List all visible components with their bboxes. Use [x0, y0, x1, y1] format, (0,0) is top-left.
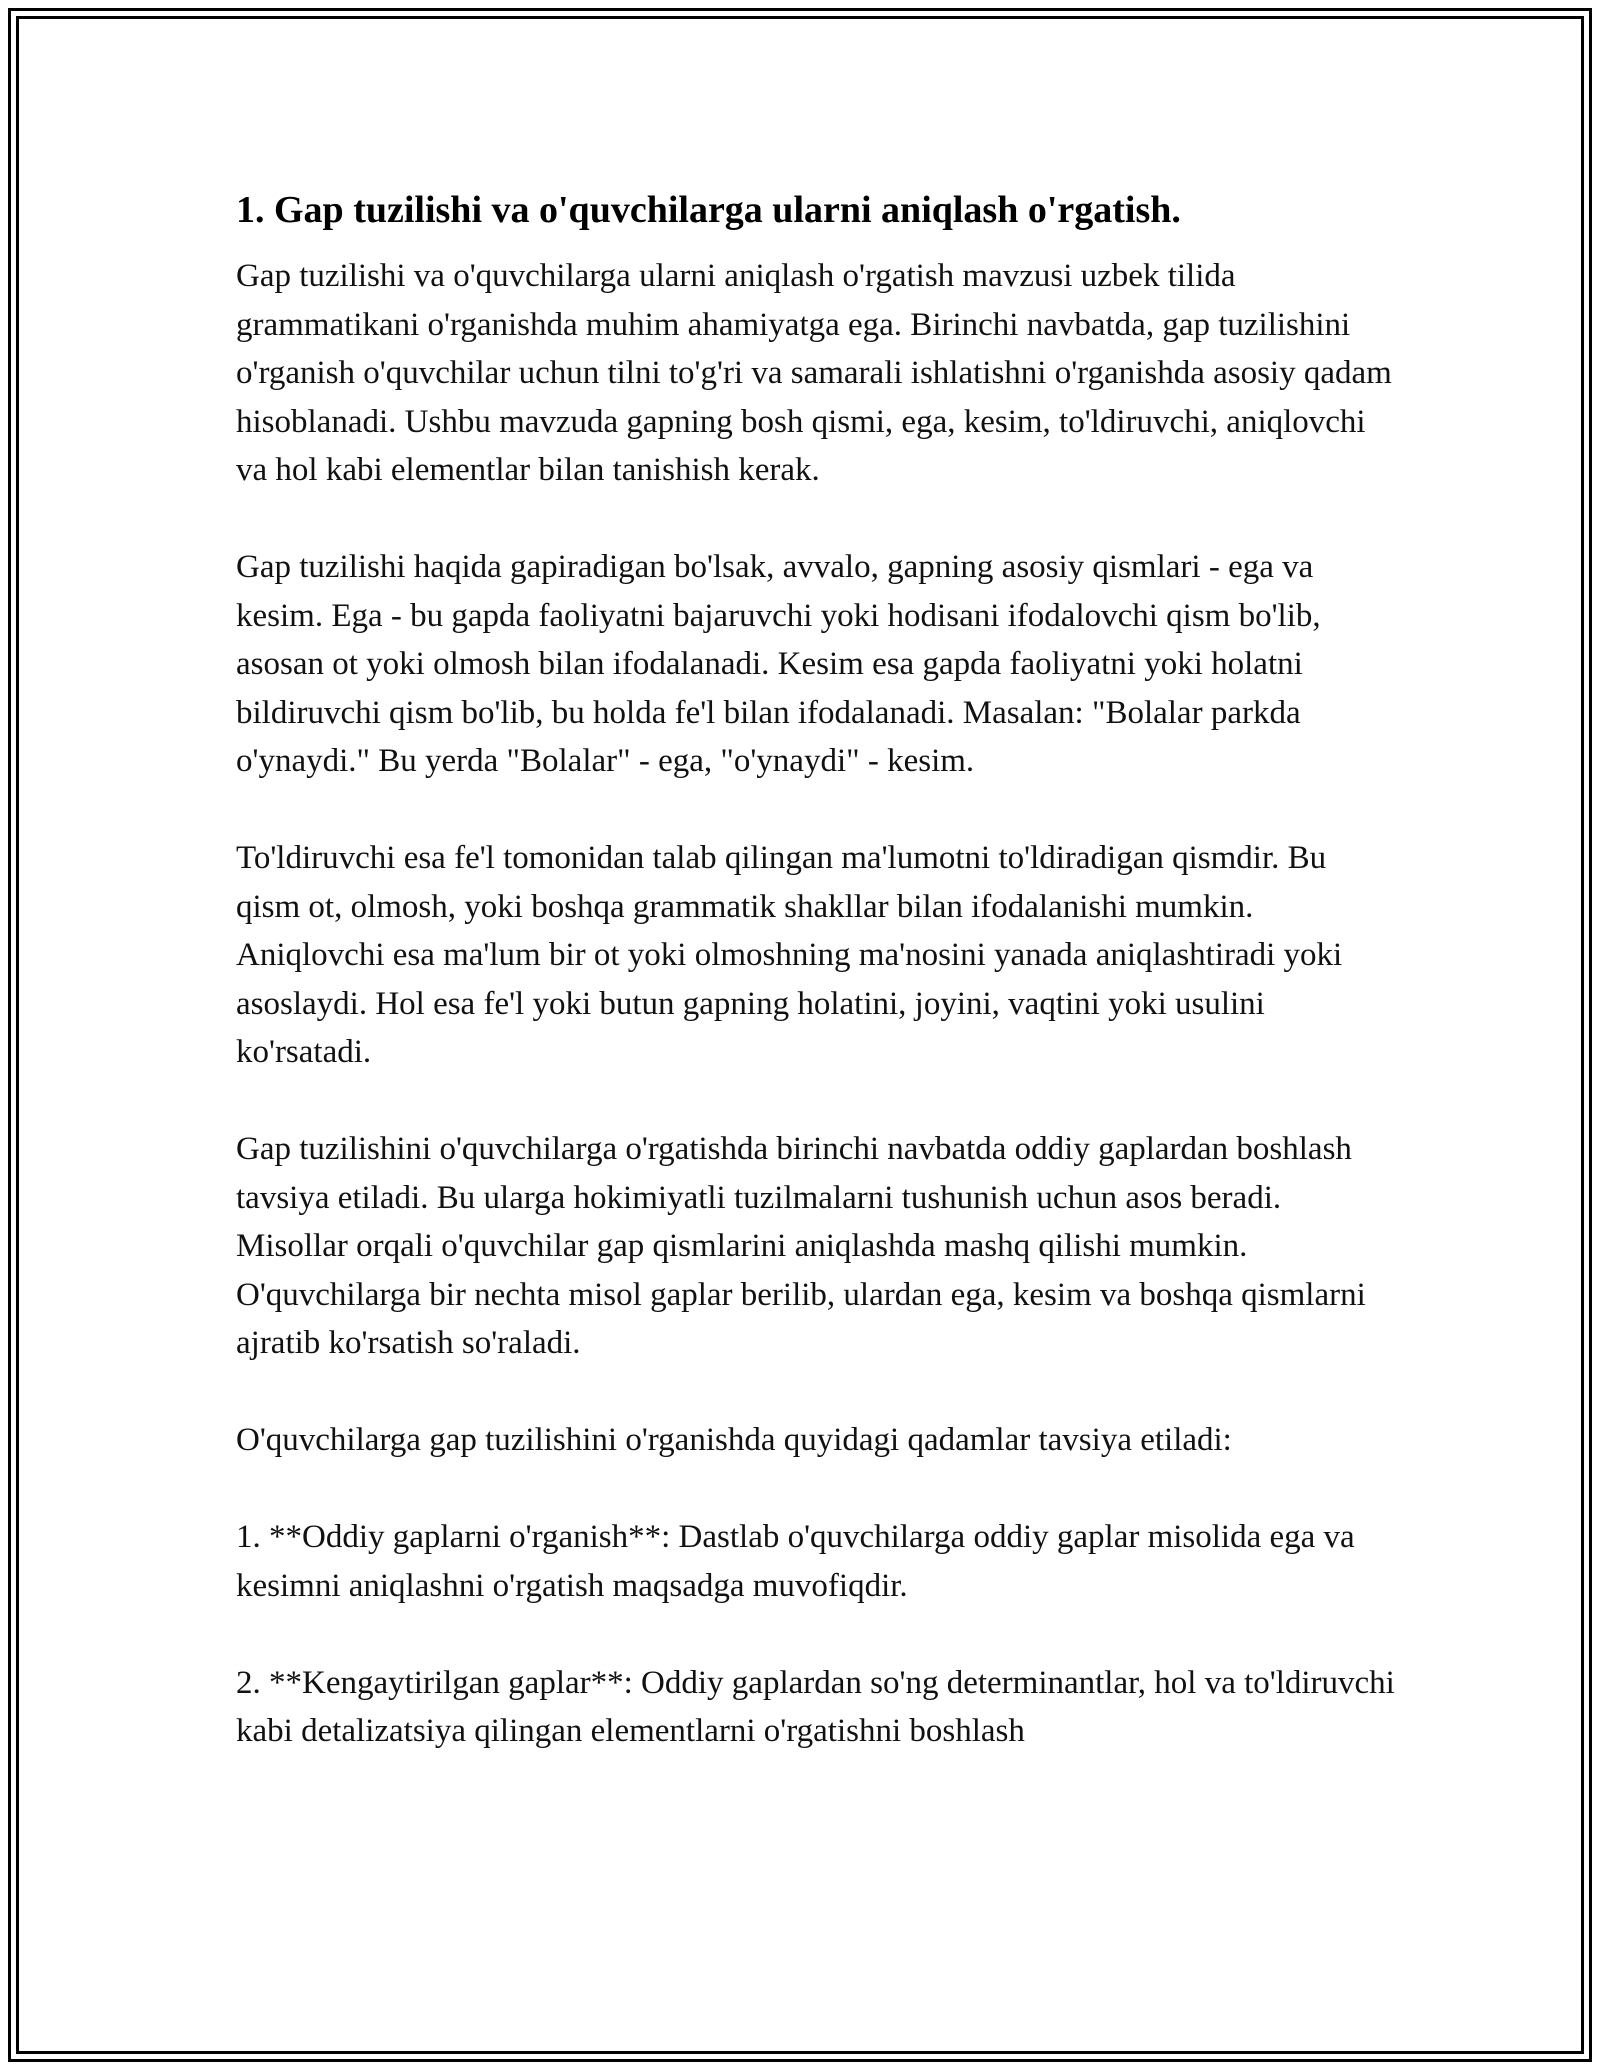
- list-item-step-1: 1. **Oddiy gaplarni o'rganish**: Dastlab o'quvchilarga oddiy gaplar misolida ega va kesimni aniqlashni o'rgatish maqsadga muvofiqdir.: [236, 1519, 1355, 1604]
- document-body: [236, 186, 1396, 1804]
- paragraph-steps-intro: O'quvchilarga gap tuzilishini o'rganishda quyidagi qadamlar tavsiya etiladi:: [236, 1422, 1232, 1458]
- paragraph-toldiruvchi: To'ldiruvchi esa fe'l tomonidan talab qilingan ma'lumotni to'ldiradigan qismdir. Bu qism ot, olmosh, yoki boshqa grammatik shakllar bilan ifodalanishi mumkin. Aniqlovchi esa ma'lum bir ot yoki olmoshning ma'nosini yanada aniqlashtiradi yoki asoslaydi. Hol esa fe'l yoki butun gapning holatini, joyini, vaqtini yoki usulini ko'rsatadi.: [236, 840, 1343, 1070]
- section-heading: 1. Gap tuzilishi va o'quvchilarga ularni aniqlash o'rgatish.: [236, 189, 1181, 231]
- paragraph-ega-kesim: Gap tuzilishi haqida gapiradigan bo'lsak, avvalo, gapning asosiy qismlari - ega va kesim. Ega - bu gapda faoliyatni bajaruvchi yoki hodisani ifodalovchi qism bo'lib, asosan ot yoki olmosh bilan ifodalanadi. Kesim esa gapda faoliyatni yoki holatni bildiruvchi qism bo'lib, bu holda fe'l bilan ifodalanadi. Masalan: "Bolalar parkda o'ynaydi." Bu yerda "Bolalar" - ega, "o'ynaydi" - kesim.: [236, 549, 1321, 779]
- paragraph-teaching: Gap tuzilishini o'quvchilarga o'rgatishda birinchi navbatda oddiy gaplardan boshlash tavsiya etiladi. Bu ularga hokimiyatli tuzilmalarni tushunish uchun asos beradi. Misollar orqali o'quvchilar gap qismlarini aniqlashda mashq qilishi mumkin. O'quvchilarga bir nechta misol gaplar berilib, ulardan ega, kesim va boshqa qismlarni ajratib ko'rsatish so'raladi.: [236, 1131, 1366, 1361]
- list-item-step-2: 2. **Kengaytirilgan gaplar**: Oddiy gaplardan so'ng determinantlar, hol va to'ldiruvchi kabi detalizatsiya qilingan elementlarni o'rgatishni boshlash: [236, 1664, 1395, 1749]
- paragraph-intro: Gap tuzilishi va o'quvchilarga ularni aniqlash o'rgatish mavzusi uzbek tilida grammatikani o'rganishda muhim ahamiyatga ega. Birinchi navbatda, gap tuzilishini o'rganish o'quvchilar uchun tilni to'g'ri va samarali ishlatishni o'rganishda asosiy qadam hisoblanadi. Ushbu mavzuda gapning bosh qismi, ega, kesim, to'ldiruvchi, aniqlovchi va hol kabi elementlar bilan tanishish kerak.: [236, 258, 1392, 488]
